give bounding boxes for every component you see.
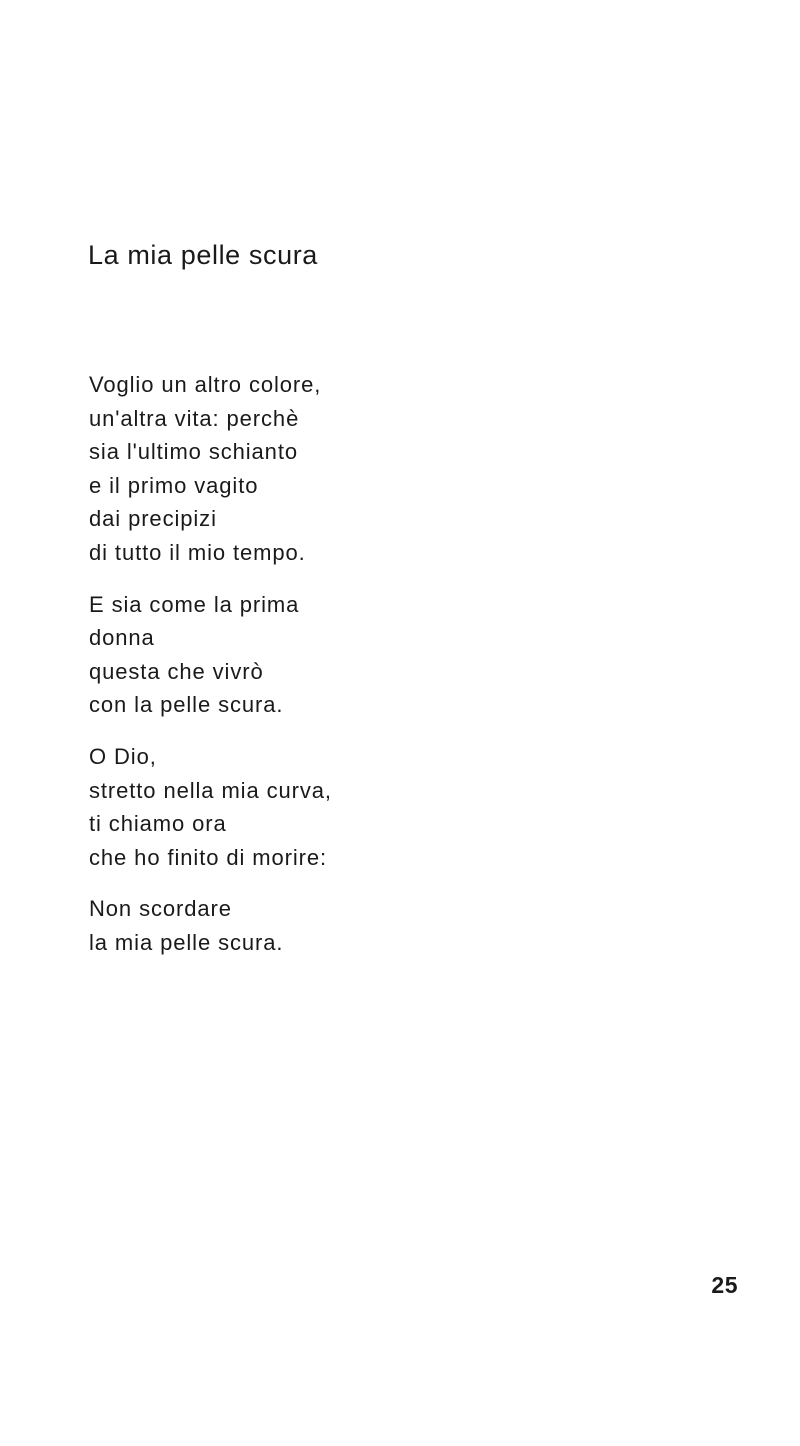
poem-line: donna bbox=[89, 625, 155, 651]
stanza-3 bbox=[89, 740, 332, 874]
poem-line: che ho finito di morire: bbox=[89, 844, 328, 870]
poem-title: La mia pelle scura bbox=[88, 240, 318, 270]
poem-body bbox=[89, 368, 332, 978]
poem-line: e il primo vagito bbox=[89, 472, 259, 498]
poem-line: sia l'ultimo schianto bbox=[89, 439, 298, 465]
poem-line: un'altra vita: perchè bbox=[89, 405, 300, 431]
poem-line: dai precipizi bbox=[89, 506, 217, 532]
poem-line: stretto nella mia curva, bbox=[89, 777, 332, 803]
poem-line: Non scordare bbox=[89, 896, 232, 922]
stanza-4 bbox=[89, 892, 332, 959]
page-number: 25 bbox=[711, 1272, 738, 1298]
stanza-1 bbox=[89, 368, 332, 570]
poem-line: ti chiamo ora bbox=[89, 811, 227, 837]
stanza-2 bbox=[89, 588, 332, 722]
poem-line: di tutto il mio tempo. bbox=[89, 539, 306, 565]
poem-line: O Dio, bbox=[89, 743, 157, 769]
poem-line: con la pelle scura. bbox=[89, 692, 284, 718]
poem-line: E sia come la prima bbox=[89, 591, 300, 617]
poem-line: la mia pelle scura. bbox=[89, 929, 284, 955]
poem-line: Voglio un altro colore, bbox=[89, 372, 322, 397]
poem-line: questa che vivrò bbox=[89, 658, 264, 684]
